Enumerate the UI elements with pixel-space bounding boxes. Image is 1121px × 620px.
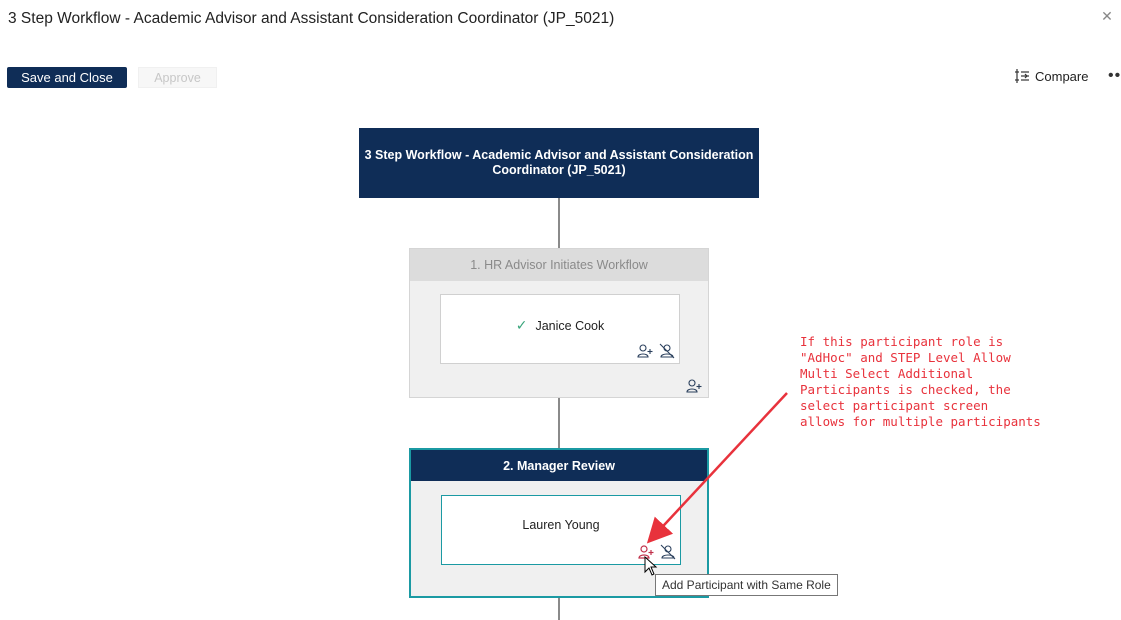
participant-name: Janice Cook — [535, 318, 605, 333]
remove-participant-icon[interactable] — [660, 544, 676, 560]
annotation-note: If this participant role is "AdHoc" and STEP Level Allow Multi Select Additional Participants is checked, the select participant screen allows for multiple participants — [800, 334, 1041, 429]
participant-card[interactable] — [441, 495, 681, 565]
dialog-title: 3 Step Workflow - Academic Advisor and Assistant Consideration Coordinator (JP_5021) — [8, 10, 615, 27]
compare-icon — [1014, 68, 1030, 84]
add-participant-icon[interactable] — [686, 378, 702, 394]
add-participant-icon[interactable] — [637, 343, 653, 359]
mouse-cursor-icon — [644, 556, 658, 576]
remove-participant-icon[interactable] — [659, 343, 675, 359]
close-icon[interactable]: ✕ — [1101, 8, 1113, 24]
step-title: 2. Manager Review — [411, 450, 707, 481]
compare-label: Compare — [1035, 68, 1089, 84]
step-title: 1. HR Advisor Initiates Workflow — [410, 249, 708, 281]
connector-line — [558, 598, 560, 620]
more-options-icon[interactable]: •• — [1108, 67, 1121, 84]
workflow-step-1[interactable] — [409, 248, 709, 398]
approve-button[interactable]: Approve — [138, 67, 217, 88]
tooltip: Add Participant with Same Role — [655, 574, 838, 596]
participant-card[interactable] — [440, 294, 680, 364]
save-and-close-button[interactable]: Save and Close — [7, 67, 127, 88]
connector-line — [558, 198, 560, 248]
workflow-root-node[interactable]: 3 Step Workflow - Academic Advisor and Assistant Consideration Coordinator (JP_5021) — [359, 128, 759, 198]
participant-name: Lauren Young — [522, 518, 600, 532]
compare-button[interactable] — [1014, 67, 1088, 85]
checkmark-icon: ✓ — [515, 317, 528, 333]
connector-line — [558, 398, 560, 448]
